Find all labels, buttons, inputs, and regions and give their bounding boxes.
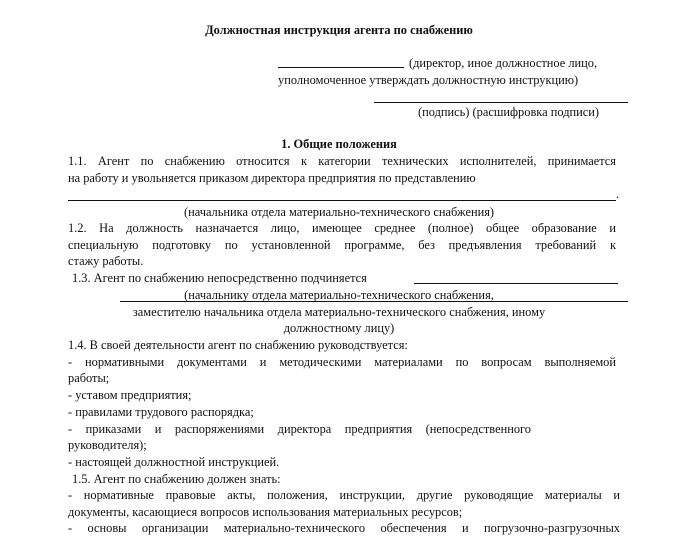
paragraph-1-4-line-7: руководителя); — [68, 438, 147, 452]
approval-director-label: (директор, иное должностное лицо, — [409, 56, 598, 70]
blank-line-1-3-b — [120, 301, 628, 302]
paragraph-1-3-line-1: 1.3. Агент по снабжению непосредственно подчиняется — [72, 271, 367, 285]
paragraph-1-3-line-4: должностному лицу) — [283, 321, 395, 335]
paragraph-1-5-line-3: документы, касающиеся вопросов использования материальных ресурсов; — [68, 505, 463, 519]
paragraph-1-4-line-2: - нормативными документами и методическими материалами по вопросам выполняемой — [68, 355, 616, 369]
approval-signature-label: (подпись) (расшифровка подписи) — [418, 105, 600, 119]
paragraph-1-2-line-2: специальную подготовку по установленной программе, без предъявления требований к — [68, 238, 616, 252]
paragraph-1-1-line-1: 1.1. Агент по снабжению относится к категории технических исполнителей, принимается — [68, 154, 616, 168]
paragraph-1-4-line-4: - уставом предприятия; — [68, 388, 192, 402]
paragraph-1-4-line-8: - настоящей должностной инструкцией. — [68, 455, 280, 469]
document-title: Должностная инструкция агента по снабжению — [205, 23, 473, 37]
section-heading: 1. Общие положения — [281, 137, 397, 151]
paragraph-1-3-line-2: (начальнику отдела материально-технического снабжения, — [184, 288, 494, 302]
director-blank-line — [278, 67, 404, 68]
blank-line-1-1 — [68, 200, 616, 201]
paragraph-1-3-line-3: заместителю начальника отдела материально-технического снабжения, иному — [132, 305, 546, 319]
period-mark: . — [616, 187, 620, 201]
paragraph-1-4-line-6: - приказами и распоряжениями директора предприятия (непосредственного — [68, 422, 531, 436]
blank-line-1-3 — [414, 283, 618, 284]
paragraph-1-5-line-4: - основы организации материально-технического обеспечения и погрузочно-разгрузочных — [68, 521, 620, 535]
paragraph-1-4-line-5: - правилами трудового распорядка; — [68, 405, 254, 419]
signature-blank-line — [374, 102, 628, 103]
paragraph-1-1-line-2: на работу и увольняется приказом директора предприятия по представлению — [68, 171, 476, 185]
paragraph-1-5-line-1: 1.5. Агент по снабжению должен знать: — [72, 472, 281, 486]
paragraph-1-2-line-3: стажу работы. — [68, 254, 144, 268]
approval-authority-label: уполномоченное утверждать должностную инструкцию) — [278, 73, 579, 87]
paragraph-1-5-line-2: - нормативные правовые акты, положения, инструкции, другие руководящие материалы и — [68, 488, 620, 502]
paragraph-1-2-line-1: 1.2. На должность назначается лицо, имеющее среднее (полное) общее образование и — [68, 221, 616, 235]
paragraph-1-4-line-3: работы; — [68, 371, 110, 385]
paragraph-1-4-line-1: 1.4. В своей деятельности агент по снабжению руководствуется: — [68, 338, 408, 352]
paragraph-1-1-line-3: (начальника отдела материально-технического снабжения) — [183, 205, 495, 219]
